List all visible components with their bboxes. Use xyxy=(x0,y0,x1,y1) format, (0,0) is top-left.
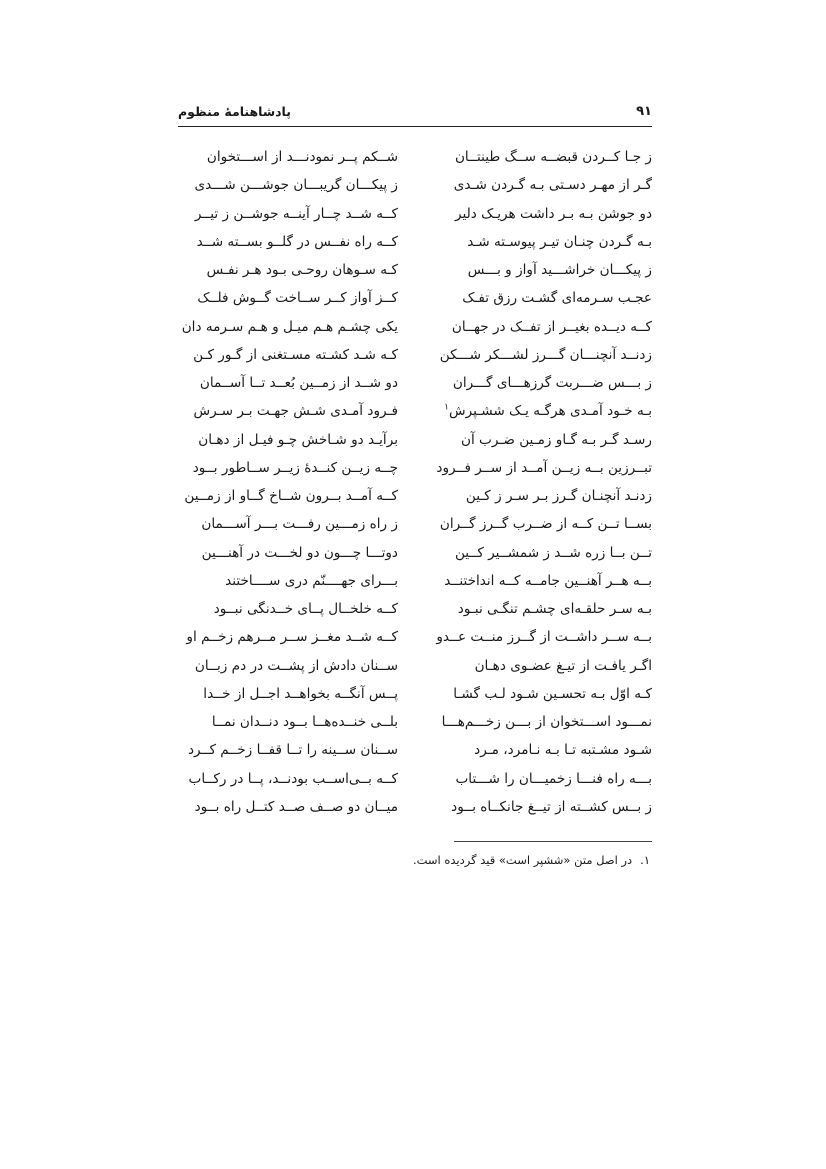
hemistich-second: چــه زیــن کنــدهٔ زیــر ســاطور بــود xyxy=(192,459,398,476)
hemistich-second: کــه راه نفــس در گلــو بســته شــد xyxy=(196,233,398,250)
hemistich-second: کــز آواز کــر ســاخت گــوش فلــک xyxy=(197,290,398,307)
hemistich-second: دو شــد از زمــین بُعــد تــا آســمان xyxy=(199,375,398,392)
couplet xyxy=(178,313,652,341)
hemistich-first: ز جـا کــردن قبضــه ســگ طینتــان xyxy=(454,149,652,166)
couplet xyxy=(178,143,652,171)
hemistich-first: بـــه راه فنـــا زخمیـــان را شـــتاب xyxy=(455,770,652,787)
hemistich-first: بســا تــن کــه از ضــرب گــرز گــران xyxy=(439,516,652,533)
footnote xyxy=(413,853,650,867)
hemistich-first: کــه دیــده بغیــر از تفــک در جهــان xyxy=(451,318,652,335)
hemistich-second: ز راه زمـــین رفـــت بـــر آســـمان xyxy=(201,516,398,533)
hemistich-first: ز پیکـــان خراشـــید آواز و بـــس xyxy=(467,262,652,279)
hemistich-first: تبــرزین بــه زیــن آمــد از ســر فــرود xyxy=(436,459,652,476)
footnote-reference: ۱ xyxy=(444,402,450,413)
couplet xyxy=(178,284,652,312)
footnote-number: ۱. xyxy=(640,853,650,867)
page-header xyxy=(178,100,652,127)
couplet xyxy=(178,708,652,736)
couplet xyxy=(178,171,652,199)
hemistich-first: بـه گـردن چنـان تیـر پیوسـته شـد xyxy=(467,233,652,250)
hemistich-first: بــه هــر آهنــین جامــه کــه انداختنــد xyxy=(444,572,652,589)
couplet xyxy=(178,623,652,651)
hemistich-second: کــه شــد مغــز ســر مــرهم زخــم او xyxy=(186,629,398,646)
hemistich-first: کـه اوّل بـه تحسـین شـود لـب گشـا xyxy=(453,685,652,702)
couplet xyxy=(178,200,652,228)
hemistich-first: شـود مشـتبه تـا بـه نـامرد، مـرد xyxy=(474,742,652,759)
couplet xyxy=(178,539,652,567)
hemistich-first: بــه ســر داشــت از گــرز منــت عــدو xyxy=(436,629,652,646)
couplet xyxy=(178,426,652,454)
hemistich-first: تــن بــا زره شــد ز شمشــیر کــین xyxy=(454,544,652,561)
running-title: پادشاهنامهٔ منظوم xyxy=(178,104,291,119)
couplet xyxy=(178,680,652,708)
couplet xyxy=(178,397,652,425)
hemistich-second: شــکم پــر نمودنـــد از اســـتخوان xyxy=(206,149,398,166)
hemistich-second: ســنان ســینه را تــا قفــا زخــم کــرد xyxy=(187,742,398,759)
hemistich-first: گـر از مهـر دسـتی بـه گـردن شـدی xyxy=(453,177,652,194)
couplet xyxy=(178,369,652,397)
footnote-divider xyxy=(454,841,652,842)
hemistich-second: بـــرای جهــــنّم دری ســــاختند xyxy=(225,572,398,589)
hemistich-first: اگـر یافـت از تیـغ عضـوی دهـان xyxy=(474,657,652,674)
hemistich-second: پــس آنگــه بخواهــد اجــل از خــدا xyxy=(203,685,398,702)
hemistich-first: ز بــس کشــته از تیــغ جانکــاه بــود xyxy=(451,798,652,815)
couplet xyxy=(178,256,652,284)
hemistich-second: ز پیکـــان گریبـــان جوشـــن شـــدی xyxy=(194,177,398,194)
hemistich-second: کـه سـوهان روحـی بـود هـر نفـس xyxy=(206,262,398,279)
couplet xyxy=(178,454,652,482)
hemistich-second: کــه آمــد بــرون شــاخ گــاو از زمــین xyxy=(184,488,398,505)
hemistich-first: بـه خـود آمـدی هرگـه یـک ششـپرش$^۱$ xyxy=(444,402,652,420)
hemistich-second: دوتـــا چـــون دو لخـــت در آهنـــین xyxy=(201,544,398,561)
hemistich-second: کــه شــد چــار آینــه جوشــن ز تیــر xyxy=(194,205,398,222)
footnote-text: در اصل متن «ششپر است» قید گردیده است. xyxy=(412,853,633,867)
hemistich-second: برآیـد دو شـاخش چـو فیـل از دهـان xyxy=(198,431,398,448)
hemistich-first: نمـــود اســـتخوان از بـــن زخـــم‌هـــا xyxy=(441,714,652,731)
hemistich-second: میــان دو صــف صــد کتــل راه بــود xyxy=(194,798,398,815)
hemistich-second: ســنان دادش از پشــت در دم زبــان xyxy=(194,657,398,674)
couplet xyxy=(178,595,652,623)
hemistich-first: دو جوشن بـه بـر داشت هریـک دلیر xyxy=(455,205,652,222)
couplet xyxy=(178,341,652,369)
couplet xyxy=(178,736,652,764)
couplet xyxy=(178,510,652,538)
hemistich-second: کـه شـد کشـته مسـتغنی از گـور کـن xyxy=(193,346,398,363)
page-number: ۹۱ xyxy=(636,104,652,119)
hemistich-first: رسـد گـر بـه گـاو زمـین ضـرب آن xyxy=(460,431,652,448)
hemistich-second: کــه بــی‌اســب بودنــد، پــا در رکــاب xyxy=(188,770,398,787)
hemistich-first: زدنـد آنچنـان گـرز بـر سـر ز کـین xyxy=(465,488,652,505)
couplet xyxy=(178,567,652,595)
poem-body xyxy=(178,143,652,821)
hemistich-second: فـرود آمـدی شـش جهـت بـر سـرش xyxy=(193,403,398,420)
couplet xyxy=(178,482,652,510)
hemistich-second: یکی چشـم هـم میـل و هـم سـرمه دان xyxy=(181,318,398,335)
couplet xyxy=(178,652,652,680)
couplet xyxy=(178,765,652,793)
hemistich-first: بـه سـر حلقـه‌ای چشـم تنگـی نبـود xyxy=(457,601,652,618)
hemistich-second: کــه خلخــال پــای خــدنگی نبــود xyxy=(213,601,398,618)
hemistich-second: بلــی خنــده‌هــا بــود دنــدان نمــا xyxy=(211,714,398,731)
hemistich-first: ز بـــس ضـــربت گرزهـــای گـــران xyxy=(452,375,652,392)
hemistich-first: زدنــد آنچنـــان گـــرز لشـــکر شـــکن xyxy=(439,346,652,363)
couplet xyxy=(178,228,652,256)
hemistich-first: عجـب سـرمه‌ای گشـت رزق تفـک xyxy=(462,290,652,307)
couplet xyxy=(178,793,652,821)
